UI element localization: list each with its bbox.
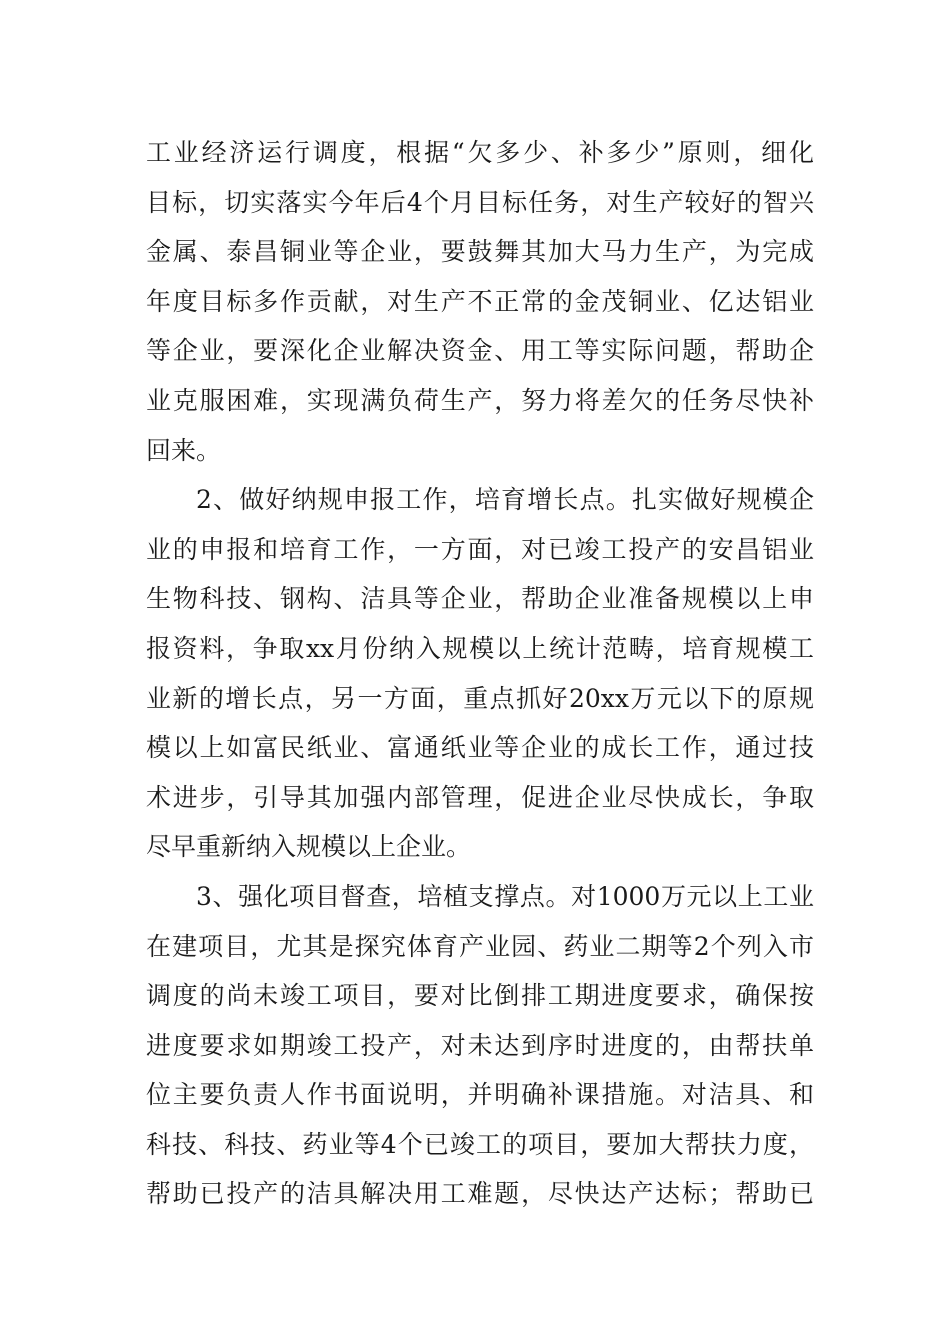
text-line: 2、做好纳规申报工作，培育增长点。扎实做好规模企 bbox=[196, 485, 814, 515]
text-line: 等企业，要深化企业解决资金、用工等实际问题，帮助企 bbox=[146, 336, 814, 366]
text-line: 科技、科技、药业等4个已竣工的项目，要加大帮扶力度， bbox=[146, 1129, 814, 1159]
text-line: 帮助已投产的洁具解决用工难题，尽快达产达标；帮助已 bbox=[146, 1179, 814, 1209]
paragraph-1 bbox=[146, 128, 814, 475]
text-line: 生物科技、钢构、洁具等企业，帮助企业准备规模以上申 bbox=[146, 584, 814, 614]
text-line: 金属、泰昌铜业等企业，要鼓舞其加大马力生产，为完成 bbox=[146, 237, 814, 267]
text-line: 术进步，引导其加强内部管理，促进企业尽快成长，争取 bbox=[146, 782, 814, 812]
text-line: 业新的增长点，另一方面，重点抓好20xx万元以下的原规 bbox=[146, 683, 814, 713]
text-line: 年度目标多作贡献，对生产不正常的金茂铜业、亿达铝业 bbox=[146, 286, 814, 316]
text-line: 目标，切实落实今年后4个月目标任务，对生产较好的智兴 bbox=[146, 187, 814, 217]
text-line: 工业经济运行调度，根据“欠多少、补多少”原则，细化 bbox=[146, 138, 814, 167]
text-line: 报资料，争取xx月份纳入规模以上统计范畴，培育规模工 bbox=[146, 633, 814, 663]
text-line: 位主要负责人作书面说明，并明确补课措施。对洁具、和 bbox=[146, 1080, 814, 1110]
text-line: 尽早重新纳入规模以上企业。 bbox=[146, 832, 472, 862]
paragraph-2 bbox=[146, 475, 814, 872]
text-line: 进度要求如期竣工投产，对未达到序时进度的，由帮扶单 bbox=[146, 1030, 814, 1060]
text-line: 回来。 bbox=[146, 435, 222, 465]
document-body bbox=[146, 128, 814, 1219]
paragraph-3 bbox=[146, 872, 814, 1219]
text-line: 模以上如富民纸业、富通纸业等企业的成长工作，通过技 bbox=[146, 733, 814, 763]
text-line: 业克服困难，实现满负荷生产，努力将差欠的任务尽快补 bbox=[146, 385, 814, 415]
text-line: 在建项目，尤其是探究体育产业园、药业二期等2个列入市 bbox=[146, 931, 814, 961]
text-line: 业的申报和培育工作，一方面，对已竣工投产的安昌铝业 bbox=[146, 534, 814, 564]
text-line: 调度的尚未竣工项目，要对比倒排工期进度要求，确保按 bbox=[146, 981, 814, 1011]
text-line: 3、强化项目督查，培植支撑点。对1000万元以上工业 bbox=[196, 881, 814, 911]
